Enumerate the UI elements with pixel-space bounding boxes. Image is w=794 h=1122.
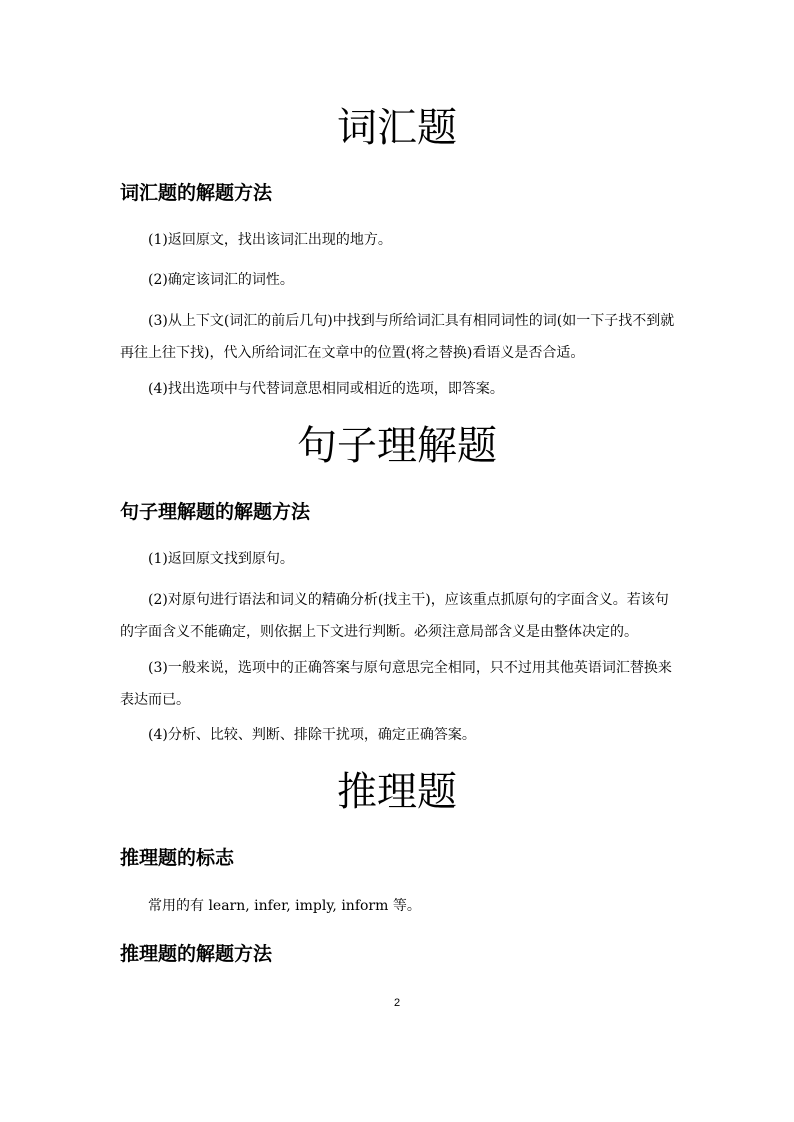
- paragraph: (3)从上下文(词汇的前后几句)中找到与所给词汇具有相同词性的词(如一下子找不到就再往上往下找)，代入所给词汇在文章中的位置(将之替换)看语义是否合适。: [120, 313, 675, 361]
- paragraph: (4)分析、比较、判断、排除干扰项，确定正确答案。: [148, 727, 476, 743]
- subheading-vocabulary-method: 词汇题的解题方法: [120, 182, 273, 204]
- paragraph: (2)对原句进行语法和词义的精确分析(找主干)，应该重点抓原句的字面含义。若该句的字面含义不能确定，则依据上下文进行判断。必须注意局部含义是由整体决定的。: [120, 592, 669, 640]
- paragraph: (4)找出选项中与代替词意思相同或相近的选项，即答案。: [148, 381, 504, 397]
- subheading-inference-markers: 推理题的标志: [120, 847, 235, 869]
- paragraph: (1)返回原文，找出该词汇出现的地方。: [148, 232, 392, 248]
- paragraph: (3)一般来说，选项中的正确答案与原句意思完全相同，只不过用其他英语词汇替换来表达而已。: [120, 660, 672, 708]
- section-title-inference: 推理题: [337, 769, 457, 815]
- paragraph: (1)返回原文找到原句。: [148, 551, 294, 567]
- subheading-sentence-method: 句子理解题的解题方法: [120, 501, 311, 523]
- section-title-sentence-comprehension: 句子理解题: [297, 423, 497, 469]
- paragraph: 常用的有 learn, infer, imply, inform 等。: [148, 898, 421, 914]
- subheading-inference-method: 推理题的解题方法: [120, 943, 273, 965]
- paragraph: (2)确定该词汇的词性。: [148, 272, 294, 288]
- section-title-vocabulary: 词汇题: [337, 105, 457, 151]
- page-number: 2: [393, 997, 401, 1009]
